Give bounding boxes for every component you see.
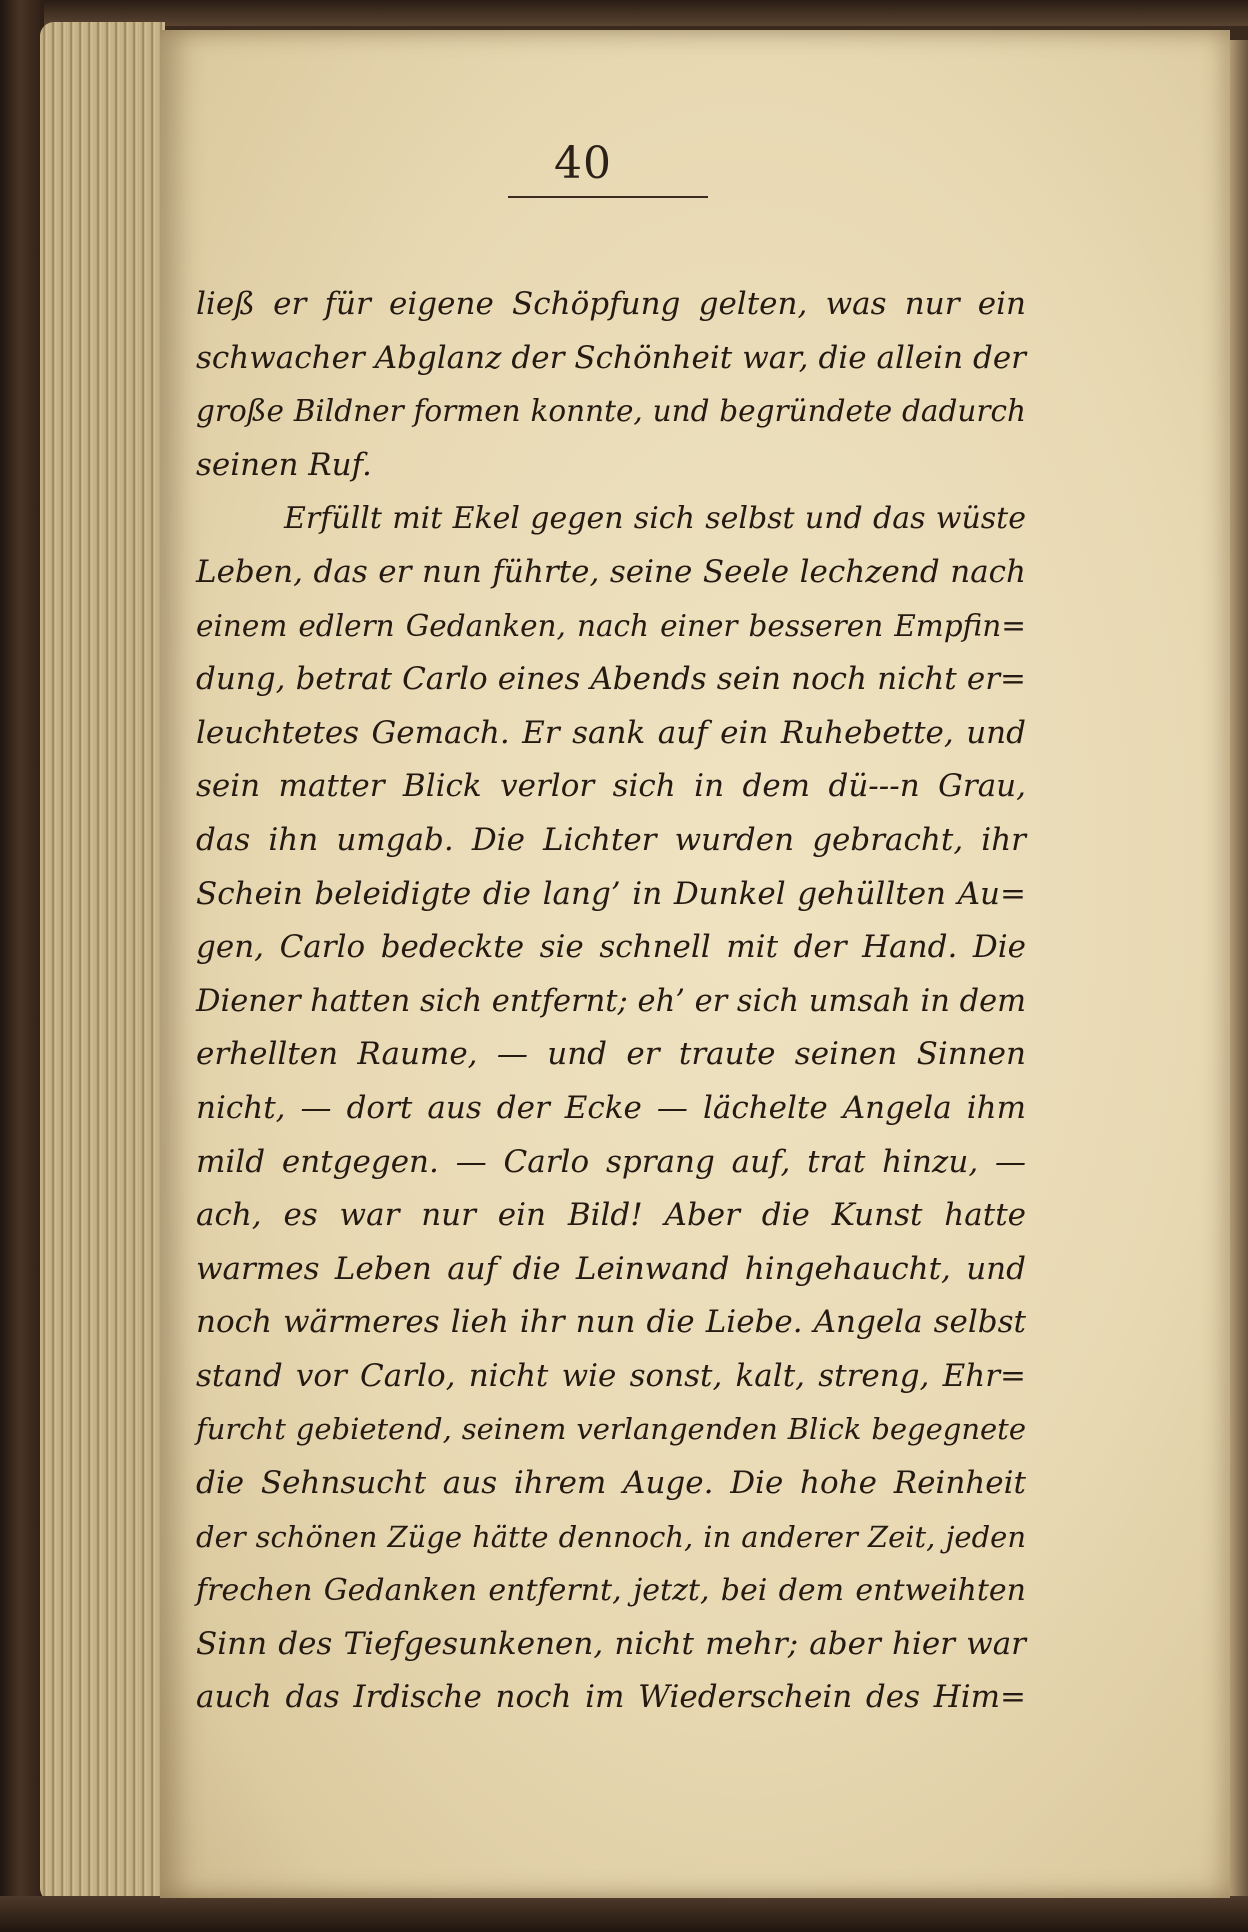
book-cover-bottom-edge: [0, 1896, 1248, 1932]
text-line: Sinn des Tiefgesunkenen, nicht mehr; aber hier war: [196, 1625, 1026, 1662]
text-line: noch wärmeres lieh ihr nun die Liebe. Angela selbst: [196, 1304, 1026, 1341]
next-page-edge: [1228, 40, 1248, 1900]
text-line: auch das Irdische noch im Wiederschein des Him=: [196, 1679, 1026, 1716]
text-line: dung, betrat Carlo eines Abends sein noch nicht er=: [196, 661, 1026, 698]
text-line: ließ er für eigene Schöpfung gelten, was nur ein: [196, 286, 1026, 322]
text-line: warmes Leben auf die Leinwand hingehaucht, und: [196, 1250, 1026, 1287]
header-rule: [508, 196, 708, 198]
text-line: frechen Gedanken entfernt, jetzt, bei dem entweihten: [196, 1573, 1026, 1609]
text-line: Diener hatten sich entfernt; eh’ er sich umsah in dem: [196, 983, 1027, 1019]
page-number: 40: [554, 138, 612, 189]
text-line: nicht, — dort aus der Ecke — lächelte Angela ihm: [196, 1089, 1026, 1126]
text-line: einem edlern Gedanken, nach einer besseren Empfin=: [196, 608, 1026, 643]
text-line: das ihn umgab. Die Lichter wurden gebracht, ihr: [196, 821, 1026, 858]
text-line: die Sehnsucht aus ihrem Auge. Die hohe Reinheit: [196, 1465, 1026, 1502]
text-line: leuchtetes Gemach. Er sank auf ein Ruhebette, und: [196, 714, 1026, 751]
text-line: gen, Carlo bedeckte sie schnell mit der Hand. Die: [196, 929, 1026, 966]
text-line: sein matter Blick verlor sich in dem dü‑‑‑n Grau,: [196, 768, 1026, 805]
text-line: große Bildner formen konnte, und begründete dadurch: [196, 394, 1026, 429]
text-line: Erfüllt mit Ekel gegen sich selbst und das wüste: [284, 501, 1026, 537]
book-spine: [0, 0, 44, 1932]
text-line: seinen Ruf.: [196, 446, 372, 483]
book-cover-top-edge: [0, 0, 1248, 26]
text-line: der schönen Züge hätte dennoch, in anderer Zeit, jeden: [196, 1519, 1026, 1554]
text-line: erhellten Raume, — und er traute seinen Sinnen: [196, 1036, 1026, 1073]
page-text: [196, 278, 1026, 1725]
text-line: Leben, das er nun führte, seine Seele lechzend nach: [196, 553, 1026, 590]
text-line: schwacher Abglanz der Schönheit war, die allein der: [196, 339, 1026, 376]
text-line: mild entgegen. — Carlo sprang auf, trat hinzu, —: [196, 1143, 1026, 1180]
text-line: stand vor Carlo, nicht wie sonst, kalt, streng, Ehr=: [196, 1357, 1026, 1394]
text-line: furcht gebietend, seinem verlangenden Blick begegnete: [196, 1412, 1026, 1447]
text-line: Schein beleidigte die lang’ in Dunkel gehüllten Au=: [196, 875, 1026, 912]
page-edges: [40, 22, 165, 1902]
text-line: ach, es war nur ein Bild! Aber die Kunst hatte: [196, 1197, 1026, 1234]
